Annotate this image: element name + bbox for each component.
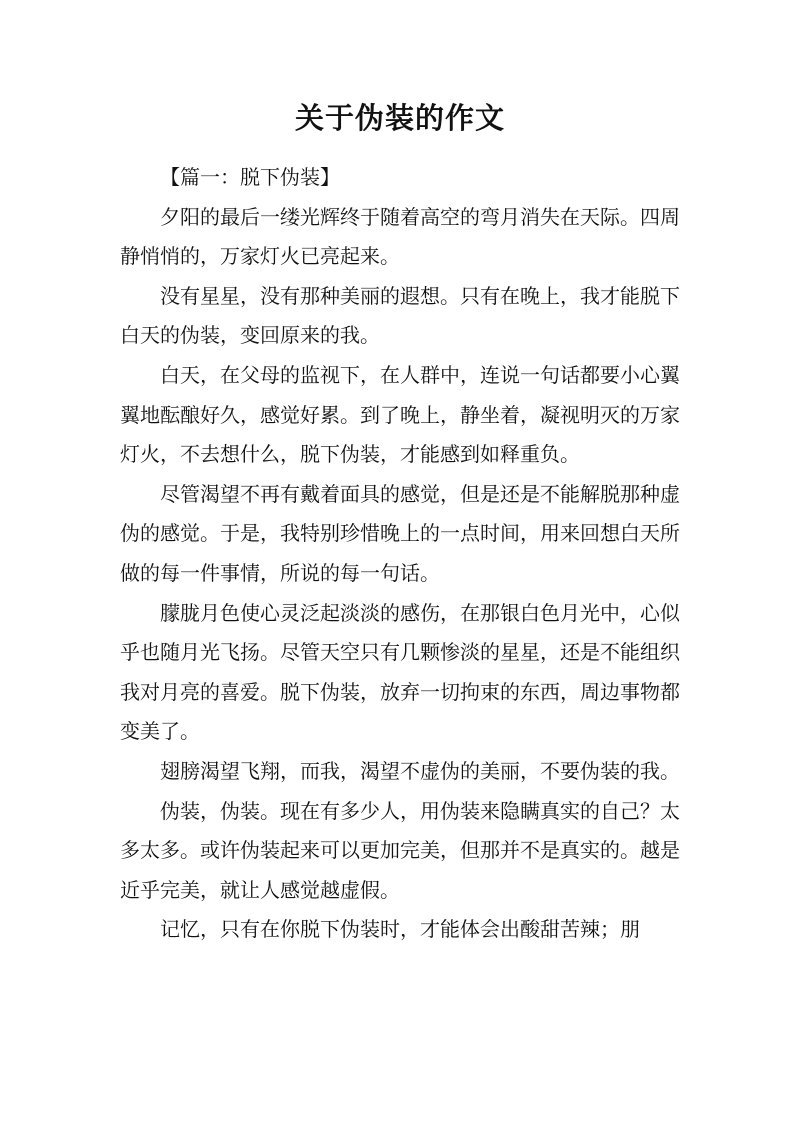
- paragraph: 尽管渴望不再有戴着面具的感觉，但是还是不能解脱那种虚伪的感觉。于是，我特别珍惜晚上的一点时间，用来回想白天所做的每一件事情，所说的每一句话。: [120, 481, 680, 585]
- paragraph: 夕阳的最后一缕光辉终于随着高空的弯月消失在天际。四周静悄悄的，万家灯火已亮起来。: [120, 204, 680, 269]
- paragraph: 朦胧月色使心灵泛起淡淡的感伤，在那银白色月光中，心似乎也随月光飞扬。尽管天空只有几颗惨淡的星星，还是不能组织我对月亮的喜爱。脱下伪装，放弃一切拘束的东西，周边事物都变美了。: [120, 600, 680, 744]
- paragraph: 白天，在父母的监视下，在人群中，连说一句话都要小心翼翼地酝酿好久，感觉好累。到了晚上，静坐着，凝视明灭的万家灯火，不去想什么，脱下伪装，才能感到如释重负。: [120, 362, 680, 467]
- document-body: [120, 158, 680, 950]
- document-title: 关于伪装的作文: [294, 101, 505, 135]
- section-heading: 【篇一：脱下伪装】: [160, 165, 340, 189]
- paragraph: 没有星星，没有那种美丽的遐想。只有在晚上，我才能脱下白天的伪装，变回原来的我。: [120, 283, 680, 348]
- paragraph: 翅膀渴望飞翔，而我，渴望不虚伪的美丽，不要伪装的我。: [160, 758, 680, 783]
- paragraph: 伪装，伪装。现在有多少人，用伪装来隐瞒真实的自己？太多太多。或许伪装起来可以更加完美，但那并不是真实的。越是近乎完美，就让人感觉越虚假。: [120, 798, 680, 902]
- paragraph: 记忆，只有在你脱下伪装时，才能体会出酸甜苦辣；朋: [160, 917, 640, 942]
